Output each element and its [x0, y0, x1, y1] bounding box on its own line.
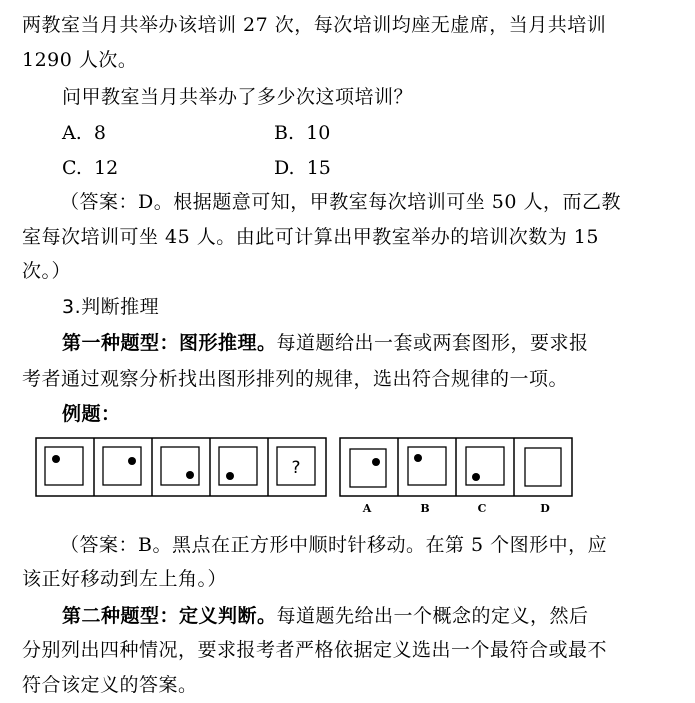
option-label: B.	[274, 122, 295, 144]
problem-line-2: 1290 人次。	[22, 49, 138, 71]
type2-line-1	[62, 603, 589, 629]
section-heading: 3.判断推理	[62, 296, 160, 318]
dot-1	[52, 455, 60, 463]
answer-label-d: D	[540, 502, 550, 515]
question-mark: ?	[291, 458, 301, 478]
option-dot-a	[372, 458, 380, 466]
dot-2	[128, 457, 136, 465]
type1-text: 每道题给出一套或两套图形，要求报	[276, 332, 589, 354]
example-label: 例题：	[62, 403, 121, 425]
type2-line-2: 分别列出四种情况，要求报考者严格依据定义选出一个最符合或最不	[22, 639, 608, 661]
option-square-d	[525, 448, 561, 486]
answer-label-a: A	[362, 502, 372, 515]
dot-4	[226, 472, 234, 480]
option-label: C.	[62, 157, 82, 179]
option-square-a	[350, 449, 386, 487]
question-text: 问甲教室当月共举办了多少次这项培训？	[62, 86, 414, 108]
option-dot-b	[414, 454, 422, 462]
option-value: 8	[93, 122, 106, 144]
square-4	[219, 447, 257, 485]
answer2-line-2: 该正好移动到左上角。）	[22, 568, 228, 590]
option-dot-c	[472, 473, 480, 481]
type1-label: 第一种题型：图形推理。	[62, 332, 277, 354]
answer-line-2: 室每次培训可坐 45 人。由此可计算出甲教室举办的培训次数为 15	[22, 226, 599, 248]
square-1	[45, 447, 83, 485]
answer-line-3: 次。）	[22, 260, 72, 282]
square-3	[161, 447, 199, 485]
type1-line-2: 考者通过观察分析找出图形排列的规律，选出符合规律的一项。	[22, 368, 569, 390]
type2-line-3: 符合该定义的答案。	[22, 674, 198, 696]
answer2-line-1: （答案：B。黑点在正方形中顺时针移动。在第 5 个图形中，应	[60, 534, 608, 556]
answer-label-c: C	[477, 502, 487, 515]
option-value: 12	[94, 157, 119, 179]
option-label: D.	[274, 157, 295, 179]
option-value: 10	[306, 122, 331, 144]
type2-text: 每道题先给出一个概念的定义，然后	[276, 605, 589, 627]
option-square-c	[466, 447, 504, 485]
option-square-b	[408, 447, 446, 485]
problem-line-1: 两教室当月共举办该培训 27 次，每次培训均座无虚席，当月共培训	[22, 14, 607, 36]
dot-3	[186, 471, 194, 479]
option-value: 15	[306, 157, 331, 179]
answer-label-b: B	[420, 502, 430, 515]
option-label: A.	[62, 122, 82, 144]
answer-line-1: （答案：D。根据题意可知，甲教室每次培训可坐 50 人，而乙教	[60, 191, 621, 213]
type2-label: 第二种题型：定义判断。	[62, 605, 277, 627]
square-2	[103, 447, 141, 485]
